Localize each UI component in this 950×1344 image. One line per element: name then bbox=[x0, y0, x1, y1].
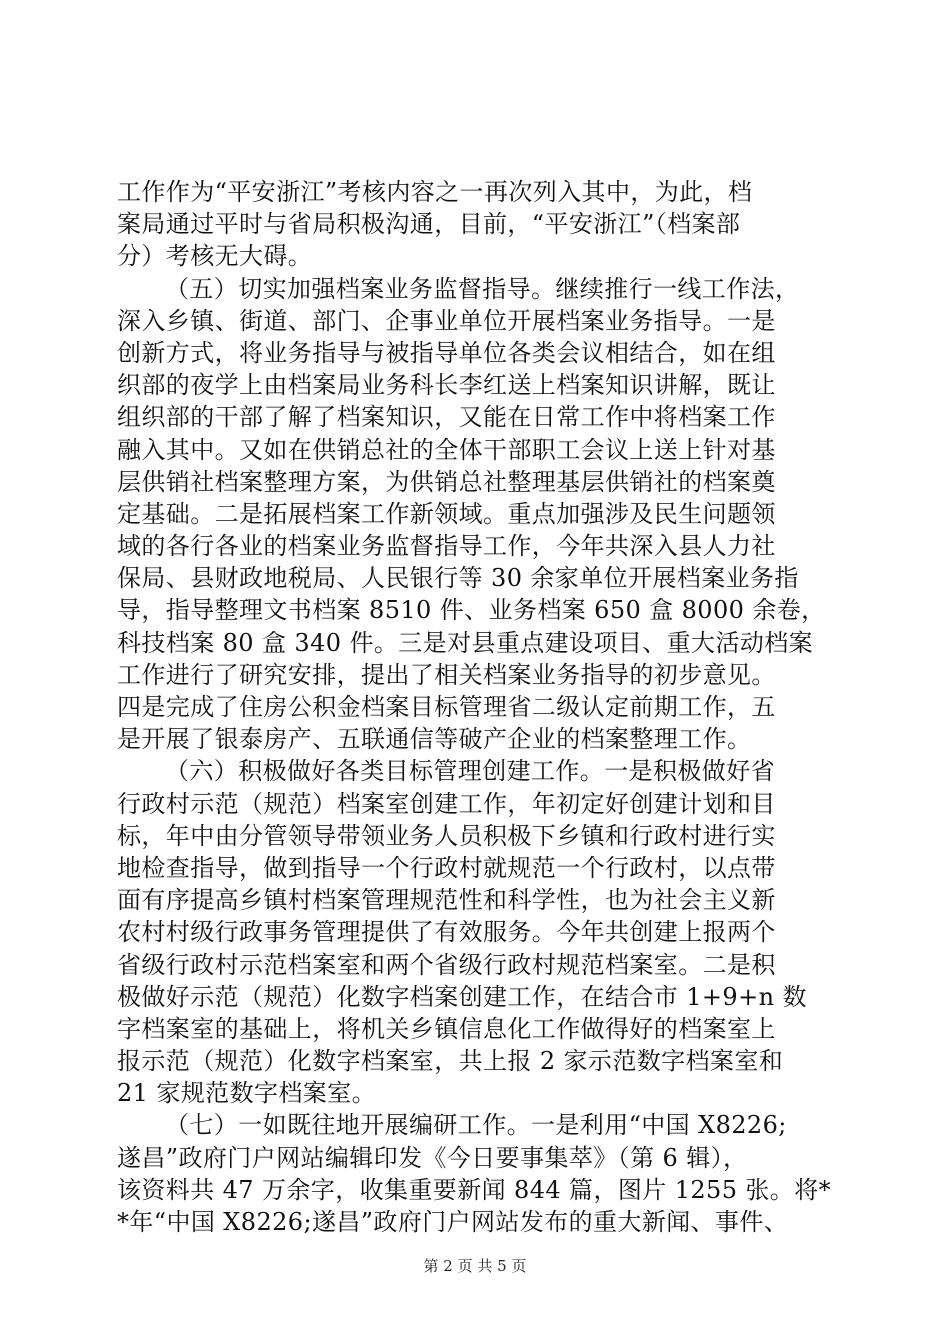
text-line: 分）考核无大碍。 bbox=[117, 242, 313, 271]
paragraph-start-line: （七）一如既往地开展编研工作。一是利用“中国 X8226; bbox=[165, 1111, 787, 1140]
text-line: 遂昌”政府门户网站编辑印发《今日要事集萃》（第 6 辑）， bbox=[117, 1143, 748, 1172]
text-line: 融入其中。又如在供销总社的全体干部职工会议上送上针对基 bbox=[117, 435, 776, 464]
text-line: 该资料共 47 万余字，收集重要新闻 844 篇，图片 1255 张。将* bbox=[117, 1175, 831, 1204]
text-line: 织部的夜学上由档案局业务科长李红送上档案知识讲解，既让 bbox=[117, 371, 776, 400]
text-line: 工作作为“平安浙江”考核内容之一再次列入其中，为此，档 bbox=[117, 178, 753, 206]
text-line: *年“中国 X8226;遂昌”政府门户网站发布的重大新闻、事件、 bbox=[117, 1208, 789, 1236]
text-line: 农村村级行政事务管理提供了有效服务。今年共创建上报两个 bbox=[117, 918, 776, 947]
document-body bbox=[117, 176, 832, 1238]
text-line: 极做好示范（规范）化数字档案创建工作，在结合市 1+9+n 数 bbox=[117, 982, 807, 1011]
text-line: 地检查指导，做到指导一个行政村就规范一个行政村，以点带 bbox=[117, 853, 776, 882]
text-line: 保局、县财政地税局、人民银行等 30 余家单位开展档案业务指 bbox=[117, 564, 799, 593]
text-line: 案局通过平时与省局积极沟通，目前，“平安浙江”（档案部 bbox=[117, 210, 741, 239]
page-number-footer: 第 2 页 共 5 页 bbox=[423, 1257, 527, 1275]
text-line: 创新方式，将业务指导与被指导单位各类会议相结合，如在组 bbox=[117, 338, 776, 367]
text-line: 科技档案 80 盒 340 件。三是对县重点建设项目、重大活动档案 bbox=[117, 628, 814, 657]
text-line: 标，年中由分管领导带领业务人员积极下乡镇和行政村进行实 bbox=[117, 821, 776, 850]
text-line: 域的各行各业的档案业务监督指导工作，今年共深入县人力社 bbox=[117, 532, 776, 561]
text-line: 是开展了银泰房产、五联通信等破产企业的档案整理工作。 bbox=[117, 725, 752, 754]
paragraph-start-line: （六）积极做好各类目标管理创建工作。一是积极做好省 bbox=[165, 757, 775, 786]
text-line: 报示范（规范）化数字档案室，共上报 2 家示范数字档案室和 bbox=[117, 1047, 784, 1076]
text-line: 深入乡镇、街道、部门、企事业单位开展档案业务指导。一是 bbox=[117, 306, 776, 335]
text-line: 组织部的干部了解了档案知识，又能在日常工作中将档案工作 bbox=[117, 403, 776, 432]
paragraph-start-line: （五）切实加强档案业务监督指导。继续推行一线工作法， bbox=[165, 274, 800, 303]
text-line: 字档案室的基础上，将机关乡镇信息化工作做得好的档案室上 bbox=[117, 1014, 776, 1043]
text-line: 21 家规范数字档案室。 bbox=[117, 1079, 376, 1108]
text-line: 省级行政村示范档案室和两个省级行政村规范档案室。二是积 bbox=[117, 950, 776, 979]
text-line: 工作进行了研究安排，提出了相关档案业务指导的初步意见。 bbox=[117, 660, 776, 689]
text-line: 导，指导整理文书档案 8510 件、业务档案 650 盒 8000 余卷， bbox=[117, 596, 826, 625]
text-line: 层供销社档案整理方案，为供销总社整理基层供销社的档案奠 bbox=[117, 467, 776, 496]
text-line: 四是完成了住房公积金档案目标管理省二级认定前期工作，五 bbox=[117, 693, 776, 721]
text-line: 面有序提高乡镇村档案管理规范性和科学性，也为社会主义新 bbox=[117, 886, 776, 915]
text-line: 定基础。二是拓展档案工作新领域。重点加强涉及民生问题领 bbox=[117, 499, 776, 528]
text-line: 行政村示范（规范）档案室创建工作，年初定好创建计划和目 bbox=[117, 789, 776, 818]
